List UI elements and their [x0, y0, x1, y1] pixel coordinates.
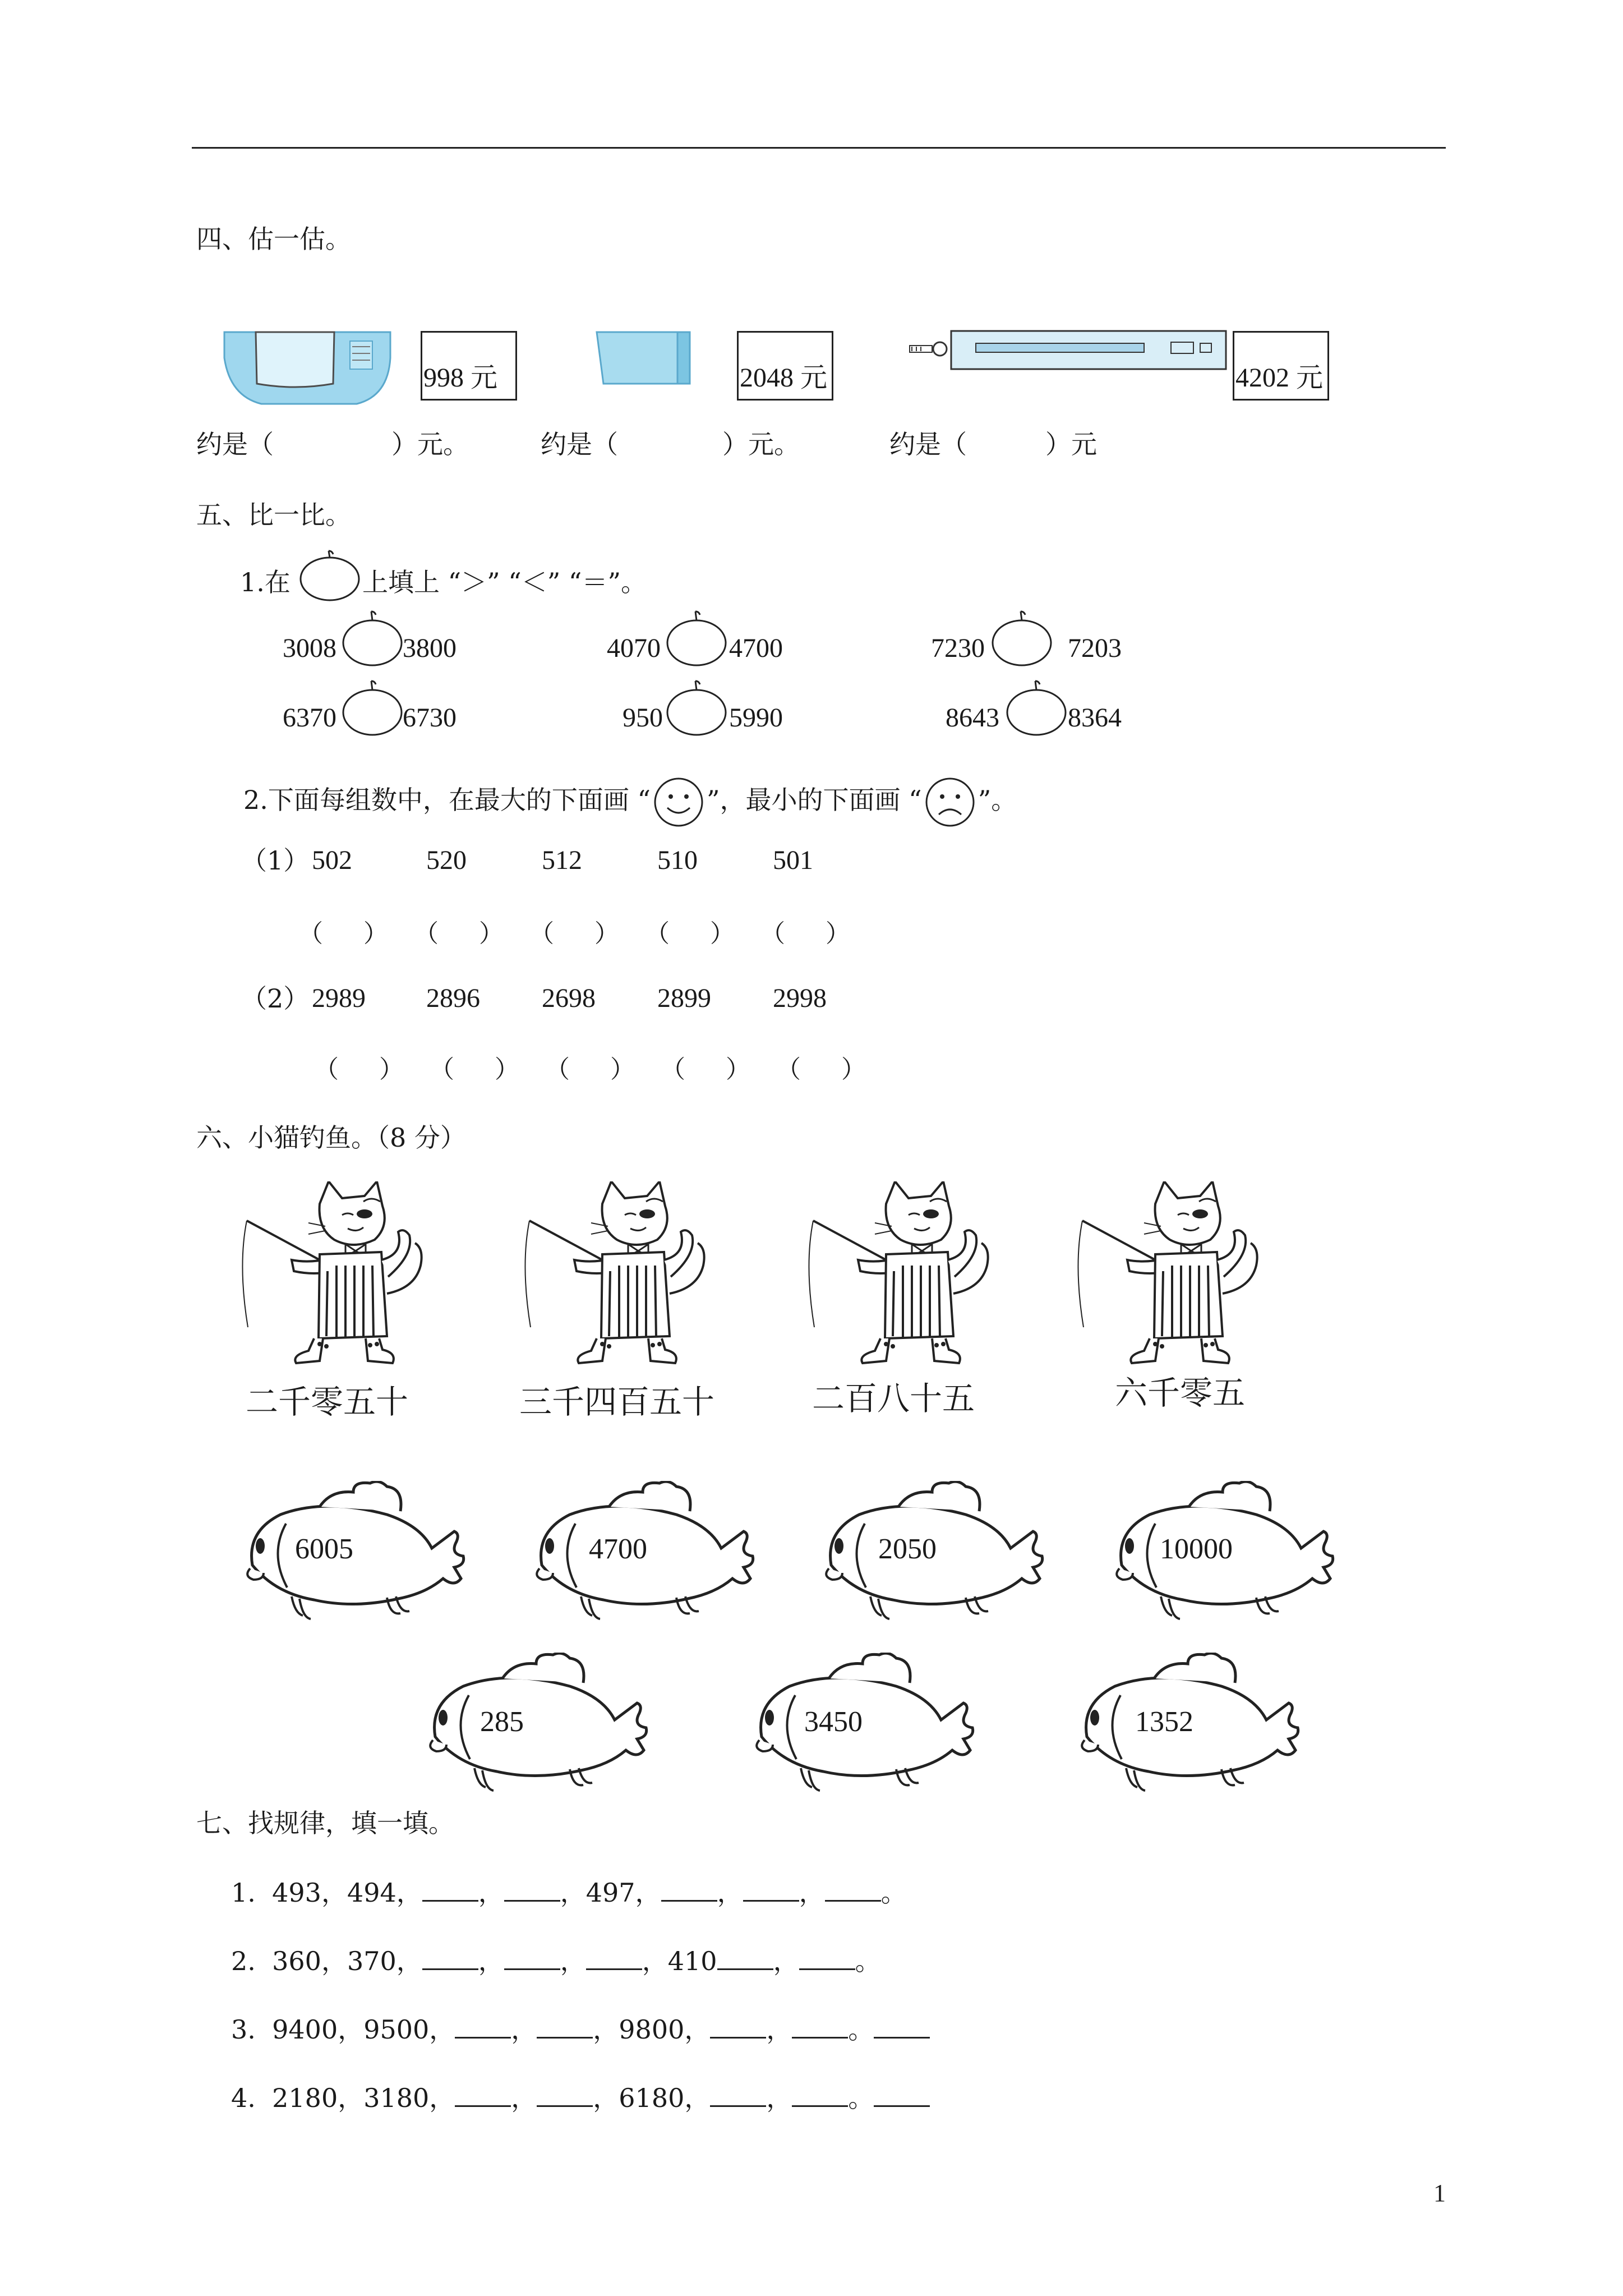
fish-number: 285	[480, 1706, 524, 1738]
fridge-illustration	[592, 330, 693, 386]
fish-illustration	[241, 1481, 465, 1621]
group2-number: 2698	[542, 983, 596, 1013]
group2-number: 2896	[426, 983, 480, 1013]
apple-circle-input[interactable]	[664, 608, 729, 666]
section4-title: 四、估一估。	[196, 224, 351, 254]
fish-number: 10000	[1160, 1533, 1233, 1565]
pattern-item-2: 2. 360，370， ， ， ，410 ， 。	[231, 1946, 881, 1976]
cat-label: 三千四百五十	[519, 1383, 715, 1421]
cat-fishing-illustration	[802, 1181, 993, 1366]
fill-blank[interactable]	[586, 1946, 642, 1970]
compare-left: 950	[623, 703, 663, 733]
fish-illustration	[424, 1653, 648, 1793]
section7-title: 七、找规律，填一填。	[196, 1808, 454, 1838]
group2-number: 2989	[312, 983, 366, 1013]
answer-tv: 约是（ ）元。	[196, 429, 469, 459]
cat-fishing-illustration	[236, 1181, 426, 1366]
cat-fishing-illustration	[1071, 1181, 1262, 1366]
fill-blank[interactable]	[710, 2014, 766, 2039]
compare-right: 3800	[403, 633, 457, 663]
section6-title: 六、小猫钓鱼。（8 分）	[196, 1122, 466, 1153]
fish-number: 1352	[1135, 1706, 1193, 1738]
fill-blank[interactable]	[710, 2083, 766, 2107]
apple-circle-input[interactable]	[1004, 678, 1069, 736]
fill-blank[interactable]	[504, 1946, 560, 1970]
compare-left: 3008	[283, 633, 336, 663]
fish-number: 4700	[589, 1533, 647, 1565]
compare-left: 7230	[931, 633, 985, 663]
group1-number: 502	[312, 845, 352, 875]
pattern-item-4: 4. 2180，3180， ， ，6180， ， 。	[231, 2082, 930, 2114]
fish-number: 3450	[804, 1706, 863, 1738]
q2-instruction: 2.下面每组数中，在最大的下面画 “ ”，最小的下面画 “ ”。	[243, 776, 1017, 828]
compare-right: 4700	[729, 633, 783, 663]
group1-number: 520	[426, 845, 467, 875]
fill-blank[interactable]	[661, 1878, 717, 1902]
apple-circle-input[interactable]	[340, 608, 405, 666]
group1-label: （1）	[241, 845, 310, 876]
smiley-face-icon	[653, 776, 704, 828]
answer-fridge: 约是（ ）元。	[541, 429, 800, 459]
group1-number: 512	[542, 845, 582, 875]
fill-blank[interactable]	[792, 2083, 848, 2107]
group1-number: 501	[773, 845, 813, 875]
pattern-item-1: 1. 493，494， ， ，497， ， ， 。	[231, 1878, 907, 1908]
q1-prefix: 1.在	[240, 567, 291, 597]
apple-circle-input[interactable]	[340, 678, 405, 736]
fish-number: 6005	[295, 1533, 353, 1565]
apple-circle-input[interactable]	[664, 678, 729, 736]
sad-face-icon	[924, 776, 976, 828]
compare-right: 5990	[729, 703, 783, 733]
fill-blank[interactable]	[825, 1878, 881, 1902]
dvd-player-illustration	[909, 330, 1228, 372]
compare-left: 8643	[946, 703, 999, 733]
fill-blank[interactable]	[537, 2083, 593, 2107]
pattern-item-3: 3. 9400，9500， ， ，9800， ， 。	[231, 2014, 930, 2045]
group2-number: 2899	[657, 983, 711, 1013]
group1-number: 510	[657, 845, 698, 875]
section5-title: 五、比一比。	[196, 500, 351, 530]
compare-right: 6730	[403, 703, 457, 733]
price-box-tv: 998 元	[421, 331, 517, 401]
fill-blank[interactable]	[799, 1946, 855, 1970]
fill-blank[interactable]	[717, 1946, 773, 1970]
fill-blank[interactable]	[455, 2083, 511, 2107]
price-box-dvd: 4202 元	[1233, 331, 1329, 401]
answer-dvd: 约是（ ）元	[889, 429, 1097, 459]
compare-left: 6370	[283, 703, 336, 733]
fill-blank[interactable]	[792, 2014, 848, 2039]
fill-blank[interactable]	[874, 2083, 930, 2107]
fish-number: 2050	[878, 1533, 937, 1565]
fill-blank[interactable]	[537, 2014, 593, 2039]
group2-label: （2）	[241, 983, 310, 1014]
cat-label: 二千零五十	[246, 1383, 409, 1421]
price-box-fridge: 2048 元	[737, 331, 833, 401]
q1-suffix: 上填上 “＞” “＜” “＝”。	[362, 567, 647, 597]
fill-blank[interactable]	[874, 2014, 930, 2039]
fish-illustration	[750, 1653, 975, 1793]
fill-blank[interactable]	[422, 1946, 478, 1970]
cat-label: 六千零五	[1115, 1374, 1246, 1412]
cat-label: 二百八十五	[812, 1379, 975, 1418]
compare-left: 4070	[607, 633, 661, 663]
compare-right: 8364	[1068, 703, 1122, 733]
apple-circle-icon	[298, 550, 361, 601]
compare-right: 7203	[1068, 633, 1122, 663]
fill-blank[interactable]	[422, 1878, 478, 1902]
fill-blank[interactable]	[455, 2014, 511, 2039]
page-number: 1	[1433, 2179, 1446, 2207]
tv-illustration	[222, 330, 396, 408]
fill-blank[interactable]	[504, 1878, 560, 1902]
group2-number: 2998	[773, 983, 827, 1013]
cat-fishing-illustration	[518, 1181, 709, 1366]
apple-circle-input[interactable]	[989, 608, 1054, 666]
fill-blank[interactable]	[743, 1878, 799, 1902]
header-rule	[192, 147, 1446, 149]
